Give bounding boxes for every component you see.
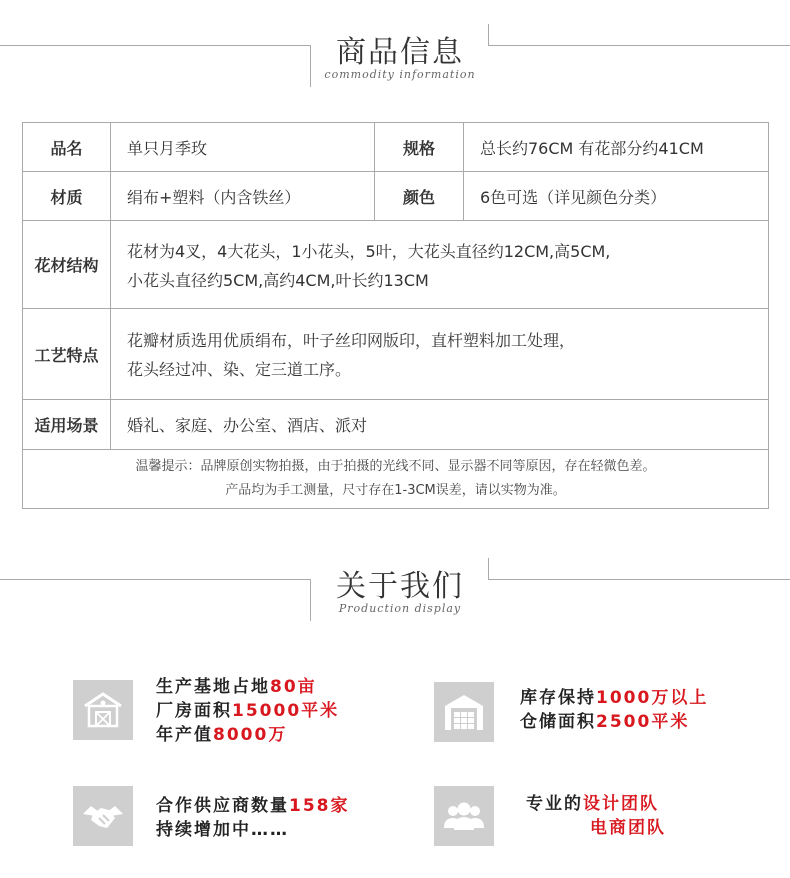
section-subtitle: commodity information xyxy=(324,68,476,81)
label-name: 品名 xyxy=(23,123,111,172)
inventory-line: 库存保持1000万以上 xyxy=(520,688,709,708)
growing-line: 持续增加中…… xyxy=(156,820,289,840)
storage-area-line: 仓储面积2500平米 xyxy=(520,712,690,732)
section-title: 关于我们 xyxy=(336,569,464,604)
label-color: 颜色 xyxy=(375,172,464,221)
craft-line-2: 花头经过冲、染、定三道工序。 xyxy=(127,360,352,379)
team-info xyxy=(526,792,666,840)
heading-divider-right xyxy=(488,45,790,46)
heading-divider-left xyxy=(0,579,310,580)
label-material: 材质 xyxy=(23,172,111,221)
factory-info xyxy=(156,675,339,747)
label-structure: 花材结构 xyxy=(23,221,111,309)
heading-divider-left xyxy=(0,45,310,46)
warehouse-info xyxy=(520,686,708,734)
label-spec: 规格 xyxy=(375,123,464,172)
handshake-icon xyxy=(73,786,133,846)
table-row xyxy=(23,400,769,450)
warehouse-icon xyxy=(434,682,494,742)
partners-info xyxy=(156,794,350,842)
section-title: 商品信息 xyxy=(336,35,464,70)
factory-area-line: 生产基地占地80亩 xyxy=(156,677,317,697)
notice xyxy=(23,450,769,509)
craft-line-1: 花瓣材质选用优质绢布，叶子丝印网版印，直杆塑料加工处理， xyxy=(127,331,576,350)
value-spec: 总长约76CM 有花部分约41CM xyxy=(464,123,769,172)
annual-output-line: 年产值8000万 xyxy=(156,725,288,745)
table-row xyxy=(23,221,769,309)
supplier-count-line: 合作供应商数量158家 xyxy=(156,796,350,816)
design-team-line: 专业的设计团队 xyxy=(526,794,659,814)
structure-line-2: 小花头直径约5CM,高约4CM,叶长约13CM xyxy=(127,270,429,290)
commodity-info-heading xyxy=(0,12,790,82)
value-name: 单只月季玫 xyxy=(111,123,375,172)
product-info-table xyxy=(22,122,769,509)
value-color: 6色可选（详见颜色分类） xyxy=(464,172,769,221)
about-us-heading xyxy=(0,546,790,616)
section-subtitle: Production display xyxy=(338,602,462,615)
heading-divider-right xyxy=(488,579,790,580)
structure-line-1: 花材为4叉，4大花头，1小花头，5叶，大花头直径约12CM,高5CM, xyxy=(127,241,611,261)
table-row xyxy=(23,172,769,221)
notice-line-1: 温馨提示：品牌原创实物拍摄，由于拍摄的光线不同、显示器不同等原因，存在轻微色差。 xyxy=(135,459,656,474)
value-material: 绢布+塑料（内含铁丝） xyxy=(111,172,375,221)
label-scene: 适用场景 xyxy=(23,400,111,450)
table-row xyxy=(23,123,769,172)
label-craft: 工艺特点 xyxy=(23,309,111,400)
table-row xyxy=(23,450,769,509)
workshop-area-line: 厂房面积15000平米 xyxy=(156,701,340,721)
table-row xyxy=(23,309,769,400)
notice-line-2: 产品均为手工测量，尺寸存在1-3CM误差，请以实物为准。 xyxy=(225,483,566,498)
value-craft xyxy=(111,309,769,400)
value-structure xyxy=(111,221,769,309)
value-scene: 婚礼、家庭、办公室、酒店、派对 xyxy=(111,400,769,450)
factory-icon xyxy=(73,680,133,740)
team-icon xyxy=(434,786,494,846)
ecommerce-team-line: 电商团队 xyxy=(590,818,666,838)
